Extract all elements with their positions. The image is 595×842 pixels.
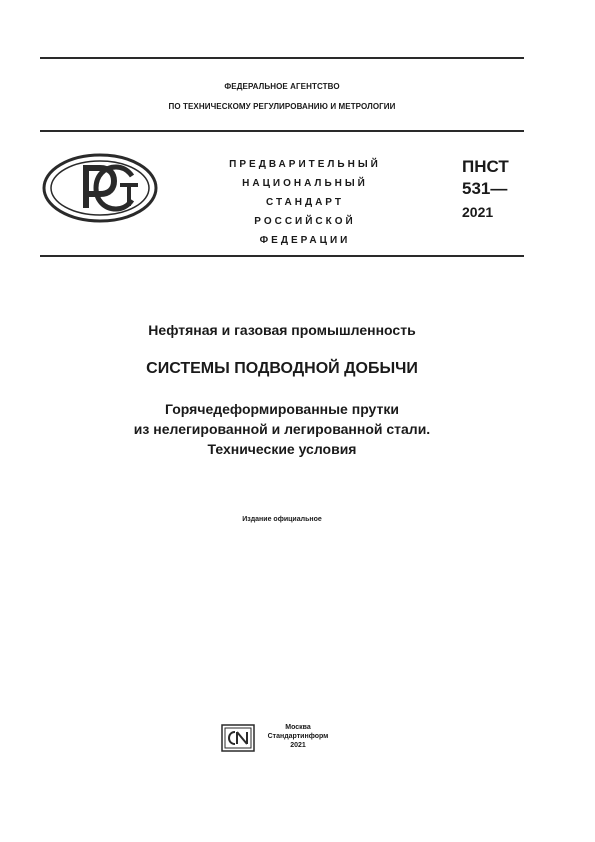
subject-line: из нелегированной и легированной стали. [133,421,431,437]
standard-number [462,156,542,223]
header-rule [40,130,524,132]
agency-line-2: ПО ТЕХНИЧЕСКОМУ РЕГУЛИРОВАНИЮ И МЕТРОЛОГИИ [168,102,396,111]
agency-line-1: ФЕДЕРАЛЬНОЕ АГЕНТСТВО [224,82,340,91]
edition-note: Издание официальное [242,516,322,523]
system-title: СИСТЕМЫ ПОДВОДНОЙ ДОБЫЧИ [146,360,418,377]
industry-title: Нефтяная и газовая промышленность [148,322,416,338]
subject-line: Горячедеформированные прутки [165,401,399,417]
standartinform-logo-icon [221,724,255,752]
standard-type [205,155,405,250]
standard-type-line: ФЕДЕРАЦИИ [259,235,351,246]
publisher-year: 2021 [290,742,306,749]
standard-rule [40,255,524,257]
subject-line: Технические условия [207,441,357,457]
standard-type-line: ПРЕДВАРИТЕЛЬНЫЙ [229,159,381,170]
publisher-name: Стандартинформ [267,733,329,740]
standard-type-line: НАЦИОНАЛЬНЫЙ [242,178,368,189]
standard-type-line: РОССИЙСКОЙ [254,216,356,227]
standard-year: 2021 [462,204,494,220]
standard-type-line: СТАНДАРТ [266,197,344,208]
standard-number-value: 531— [462,179,508,198]
publisher-city: Москва [285,724,311,731]
subject-title [40,399,524,459]
rst-logo-icon [40,152,160,224]
top-rule [40,57,524,59]
publisher-info [258,723,338,750]
standard-code: ПНСТ [462,157,509,176]
